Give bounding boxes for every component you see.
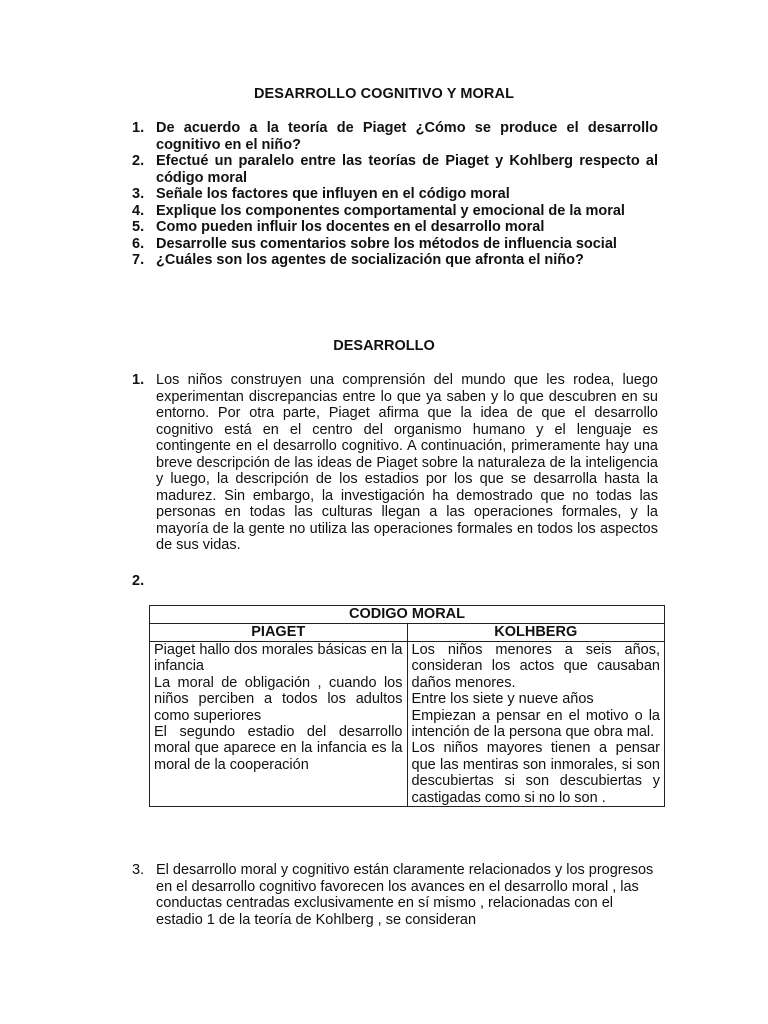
piaget-paragraph: La moral de obligación , cuando los niños perciben a todos los adultos como superiores [154,674,403,724]
answer-number: 2. [132,573,145,589]
table-title: CODIGO MORAL [150,606,665,624]
moral-code-table [149,605,665,807]
question-text: ¿Cuáles son los agentes de socialización que afronta el niño? [156,252,584,268]
question-number: 2. [132,153,145,169]
piaget-cell [150,642,408,807]
piaget-paragraph: El segundo estadio del desarrollo moral que aparece en la infancia es la moral de la cooperación [154,724,403,773]
question-text: Efectué un paralelo entre las teorías de Piaget y Kohlberg respecto al código moral [156,153,658,186]
section-title: DESARROLLO [333,338,435,354]
questions-list [132,120,658,269]
answer-number: 1. [132,372,145,388]
kohlberg-header: KOLHBERG [407,624,665,642]
question-item [132,236,658,253]
answer-3 [132,862,658,928]
question-item [132,120,658,153]
document-title: DESARROLLO COGNITIVO Y MORAL [253,86,515,102]
answer-number: 3. [132,862,145,878]
answer-1 [132,372,658,554]
question-number: 4. [132,202,145,219]
piaget-paragraph: Piaget hallo dos morales básicas en la infancia [154,642,403,675]
question-item [132,203,658,220]
question-text: Explique los componentes comportamental y emocional de la moral [156,202,625,219]
kohlberg-cell [407,642,665,807]
kohlberg-paragraph: Entre los siete y nueve años [411,691,594,708]
kohlberg-paragraph: Los niños menores a seis años, consideran los actos que causaban daños menores. [411,642,660,691]
answer-text: El desarrollo moral y cognitivo están claramente relacionados y los progresos en el desarrollo cognitivo favorecen los avances en el desarrollo moral , las conductas centradas exclusivamente en sí mismo , relacionadas con el estadio 1 de la teoría de Kohlberg , se consideran [156,862,654,928]
question-number: 5. [132,219,145,235]
question-text: De acuerdo a la teoría de Piaget ¿Cómo se produce el desarrollo cognitivo en el niño? [156,120,658,153]
question-text: Como pueden influir los docentes en el desarrollo moral [156,219,545,235]
kohlberg-paragraph: Los niños mayores tienen a pensar que las mentiras son inmorales, si son descubiertas si son descubiertas y castigadas como si no lo son . [411,740,660,806]
question-item [132,219,658,236]
question-text: Desarrolle sus comentarios sobre los métodos de influencia social [156,235,617,252]
question-number: 7. [132,252,145,268]
question-number: 6. [132,235,145,252]
question-number: 1. [132,120,145,136]
piaget-header: PIAGET [150,624,408,642]
answer-text: Los niños construyen una comprensión del mundo que les rodea, luego experimentan discrepancias entre lo que ya saben y lo que descubren en su entorno. Por otra parte, Piaget afirma que la idea de que el desarrollo cognitivo está en el centro del organismo humano y el lenguaje es contingente en el desarrollo cognitivo. A continuación, primeramente hay una breve descripción de las ideas de Piaget sobre la naturaleza de la inteligencia y luego, la descripción de los estadios por los que se desarrolla hasta la madurez. Sin embargo, la investigación ha demostrado que no todas las personas en todas las culturas llegan a las operaciones formales, y la mayoría de la gente no utiliza las operaciones formales en todos los aspectos de sus vidas. [156,372,658,553]
question-item [132,153,658,186]
question-number: 3. [132,186,145,202]
question-item [132,252,658,269]
kohlberg-paragraph: Empiezan a pensar en el motivo o la intención de la persona que obra mal. [411,707,660,741]
question-item [132,186,658,203]
question-text: Señale los factores que influyen en el código moral [156,186,510,202]
